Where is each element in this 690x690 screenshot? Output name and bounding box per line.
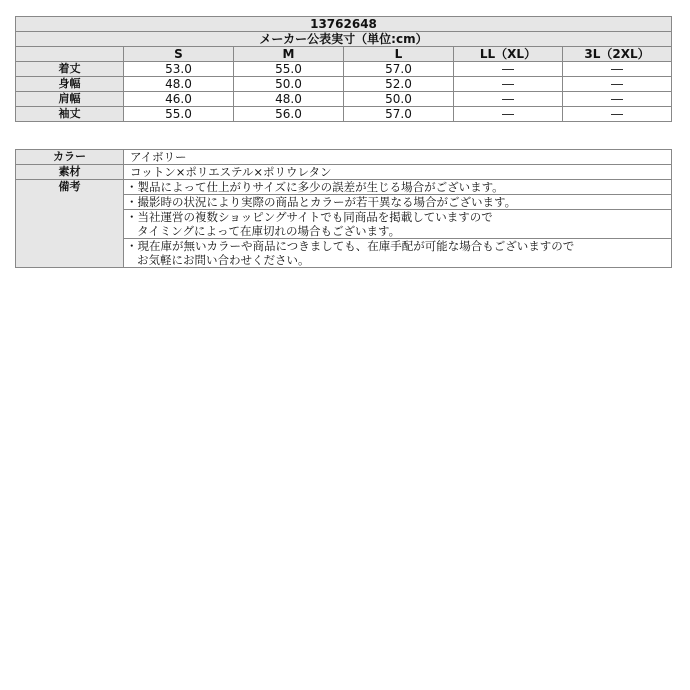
size-cell: 55.0	[124, 107, 234, 122]
size-cell: ―	[454, 62, 563, 77]
size-caption: メーカー公表実寸（単位:cm）	[16, 32, 672, 47]
size-cell: ―	[454, 77, 563, 92]
size-cell: ―	[563, 77, 672, 92]
size-cell: 46.0	[124, 92, 234, 107]
size-row-sleeve	[16, 107, 672, 122]
size-cell: ―	[563, 62, 672, 77]
note-item	[124, 195, 672, 210]
size-header-3l: 3L（2XL）	[563, 47, 672, 62]
size-cell: ―	[454, 92, 563, 107]
note-line: ・撮影時の状況により実際の商品とカラーが若干異なる場合がございます。	[126, 195, 517, 209]
color-label: カラー	[16, 150, 124, 165]
note-line: タイミングによって在庫切れの場合もございます。	[137, 224, 401, 238]
size-header-m: M	[234, 47, 344, 62]
color-value: アイボリー	[124, 150, 672, 165]
size-cell: 52.0	[344, 77, 454, 92]
note-item	[124, 239, 672, 268]
caption-row	[16, 32, 672, 47]
row-label: 袖丈	[16, 107, 124, 122]
size-cell: 55.0	[234, 62, 344, 77]
product-code: 13762648	[16, 17, 672, 32]
notes-label: 備考	[16, 180, 124, 268]
size-header-ll: LL（XL）	[454, 47, 563, 62]
row-label: 身幅	[16, 77, 124, 92]
note-line: ・現在庫が無いカラーや商品につきましても、在庫手配が可能な場合もございますので	[126, 239, 575, 253]
material-row	[16, 165, 672, 180]
row-label: 着丈	[16, 62, 124, 77]
size-cell: 48.0	[234, 92, 344, 107]
size-header-row	[16, 47, 672, 62]
size-cell: ―	[563, 107, 672, 122]
size-cell: 53.0	[124, 62, 234, 77]
size-cell: 50.0	[344, 92, 454, 107]
size-cell: 56.0	[234, 107, 344, 122]
size-cell: 50.0	[234, 77, 344, 92]
size-header-l: L	[344, 47, 454, 62]
note-line: お気軽にお問い合わせください。	[137, 253, 310, 267]
size-header-s: S	[124, 47, 234, 62]
product-code-row	[16, 17, 672, 32]
size-cell: ―	[563, 92, 672, 107]
size-cell: 48.0	[124, 77, 234, 92]
size-cell: 57.0	[344, 107, 454, 122]
size-header-corner	[16, 47, 124, 62]
size-cell: 57.0	[344, 62, 454, 77]
size-row-width	[16, 77, 672, 92]
size-table	[15, 16, 672, 122]
material-value: コットン×ポリエステル×ポリウレタン	[124, 165, 672, 180]
size-cell: ―	[454, 107, 563, 122]
material-label: 素材	[16, 165, 124, 180]
row-label: 肩幅	[16, 92, 124, 107]
color-row	[16, 150, 672, 165]
info-table	[15, 149, 672, 268]
note-item	[124, 180, 672, 195]
note-item	[124, 210, 672, 239]
note-line: ・製品によって仕上がりサイズに多少の誤差が生じる場合がございます。	[126, 180, 504, 194]
size-row-shoulder	[16, 92, 672, 107]
note-line: ・当社運営の複数ショッピングサイトでも同商品を掲載していますので	[126, 210, 493, 224]
size-row-length	[16, 62, 672, 77]
note-row	[16, 180, 672, 195]
